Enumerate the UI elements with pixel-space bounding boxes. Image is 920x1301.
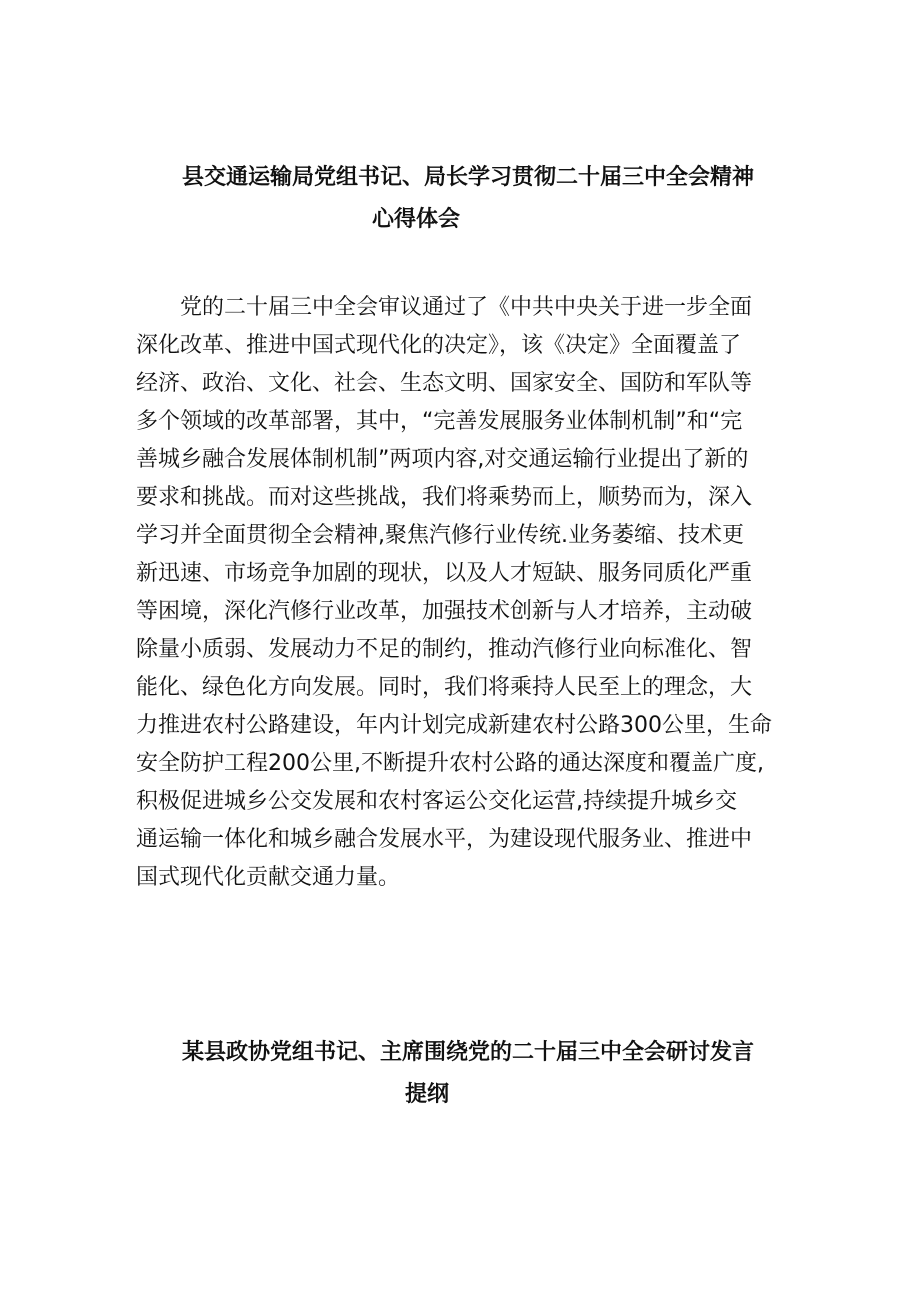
paragraph-line: 新迅速、市场竞争加剧的现状，以及人才短缺、服务同质化严重 [136, 561, 753, 586]
paragraph-line: 深化改革、推进中国式现代化的决定》，该《决定》全面覆盖了 [136, 333, 742, 358]
paragraph-line: 学习并全面贯彻全会精神,聚焦汽修行业传统.业务萎缩、技术更 [136, 523, 744, 548]
paragraph-line: 积极促进城乡公交发展和农村客运公交化运营,持续提升城乡交 [136, 789, 737, 814]
paragraph-line: 等困境，深化汽修行业改革，加强技术创新与人才培养，主动破 [136, 599, 753, 624]
paragraph-line: 多个领域的改革部署，其中，“完善发展服务业体制机制”和“完 [136, 409, 743, 434]
article-1-title-line-1: 县交通运输局党组书记、局长学习贯彻二十届三中全会精神 [182, 165, 755, 190]
article-2-title-line-2: 提纲 [405, 1082, 450, 1107]
article-1-title-line-2: 心得体会 [372, 207, 461, 232]
paragraph-line: 要求和挑战。而对这些挑战，我们将乘势而上，顺势而为，深入 [136, 485, 753, 510]
paragraph-line: 通运输一体化和城乡融合发展水平，为建设现代服务业、推进中 [136, 827, 753, 852]
paragraph-line: 善城乡融合发展体制机制”两项内容,对交通运输行业提出了新的 [136, 447, 749, 472]
paragraph-line: 除量小质弱、发展动力不足的制约，推动汽修行业向标准化、智 [136, 637, 753, 662]
paragraph-line: 党的二十届三中全会审议通过了《中共中央关于进一步全面 [180, 295, 753, 320]
paragraph-line: 经济、政治、文化、社会、生态文明、国家安全、国防和军队等 [136, 371, 753, 396]
paragraph-line: 安全防护工程200公里,不断提升农村公路的通达深度和覆盖广度, [136, 751, 764, 776]
article-2-title-line-1: 某县政协党组书记、主席围绕党的二十届三中全会研讨发言 [182, 1040, 755, 1065]
paragraph-line: 国式现代化贡献交通力量。 [136, 865, 401, 890]
paragraph-line: 力推进农村公路建设，年内计划完成新建农村公路300公里，生命 [136, 713, 772, 738]
paragraph-line: 能化、绿色化方向发展。同时，我们将乘持人民至上的理念，大 [136, 675, 753, 700]
